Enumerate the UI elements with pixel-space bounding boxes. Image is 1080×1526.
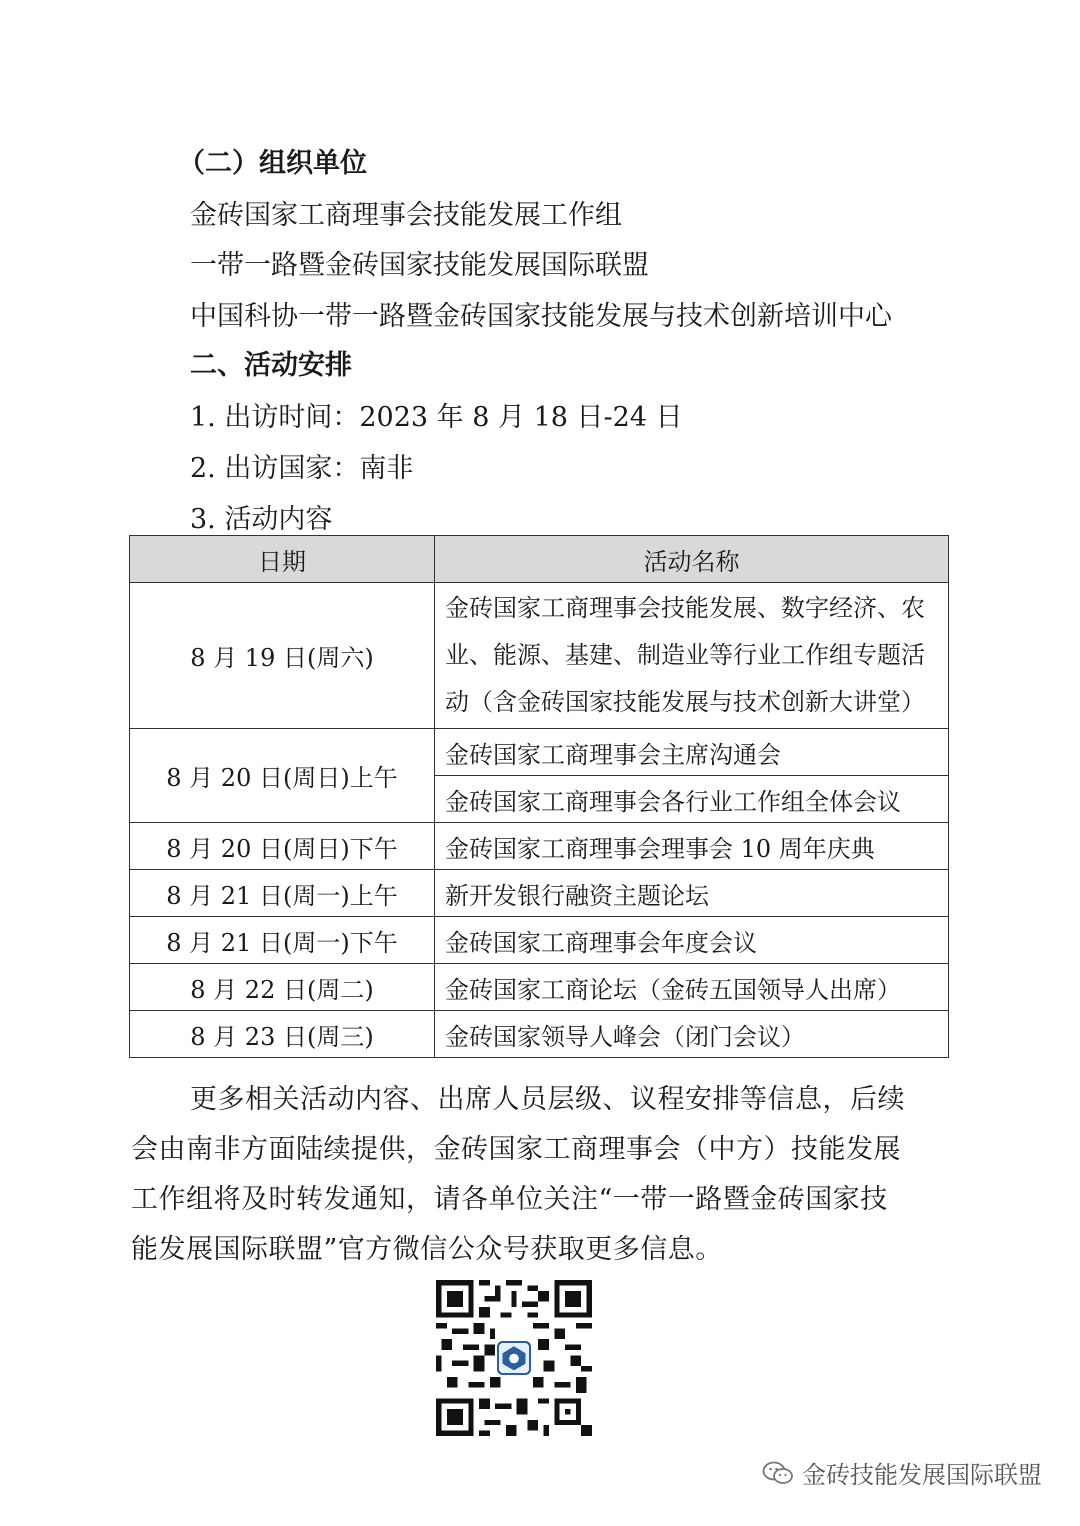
paragraph-line-3: 工作组将及时转发通知，请各单位关注“一带一路暨金砖国家技 [131,1184,888,1215]
table-row [130,729,949,776]
table-header-row [130,536,949,583]
row-activity: 金砖国家工商理事会年度会议 [435,917,949,964]
row-activity: 金砖国家工商论坛（金砖五国领导人出席） [435,964,949,1011]
watermark-text: 金砖技能发展国际联盟 [802,1461,1042,1489]
row-date: 8 月 20 日(周日)上午 [130,729,435,823]
table-row [130,964,949,1011]
row-activity: 金砖国家领导人峰会（闭门会议） [435,1011,949,1058]
logo-icon [498,1342,530,1374]
table-row [130,823,949,870]
table-row [130,917,949,964]
row-activity: 金砖国家工商理事会技能发展、数字经济、农业、能源、基建、制造业等行业工作组专题活动（含金砖国家技能发展与技术创新大讲堂） [435,583,949,729]
table-row [130,1011,949,1058]
activity-item-content: 3. 活动内容 [190,504,333,535]
section-heading-org: （二）组织单位 [178,148,367,179]
row-date: 8 月 21 日(周一)上午 [130,870,435,917]
row-date: 8 月 19 日(周六) [130,583,435,729]
row-activity: 金砖国家工商理事会各行业工作组全体会议 [435,776,949,823]
paragraph-line-1: 更多相关活动内容、出席人员层级、议程安排等信息，后续 [190,1084,905,1115]
org-line-2: 一带一路暨金砖国家技能发展国际联盟 [190,250,649,281]
paragraph-line-4: 能发展国际联盟”官方微信公众号获取更多信息。 [131,1234,723,1265]
section-heading-activity: 二、活动安排 [190,350,352,381]
watermark [762,1455,1042,1490]
activity-table [129,535,949,1058]
wechat-icon [762,1460,794,1486]
row-activity: 新开发银行融资主题论坛 [435,870,949,917]
org-line-1: 金砖国家工商理事会技能发展工作组 [190,200,622,231]
table-row [130,870,949,917]
header-activity-name: 活动名称 [435,536,949,583]
row-date: 8 月 21 日(周一)下午 [130,917,435,964]
row-activity: 金砖国家工商理事会理事会 10 周年庆典 [435,823,949,870]
activity-item-time: 1. 出访时间：2023 年 8 月 18 日-24 日 [190,402,683,433]
qr-code [436,1280,592,1436]
row-date: 8 月 20 日(周日)下午 [130,823,435,870]
header-date: 日期 [130,536,435,583]
row-date: 8 月 23 日(周三) [130,1011,435,1058]
row-date: 8 月 22 日(周二) [130,964,435,1011]
paragraph-line-2: 会由南非方面陆续提供，金砖国家工商理事会（中方）技能发展 [131,1134,901,1165]
table-row [130,583,949,729]
activity-item-country: 2. 出访国家：南非 [190,453,414,484]
row-activity: 金砖国家工商理事会主席沟通会 [435,729,949,776]
org-line-3: 中国科协一带一路暨金砖国家技能发展与技术创新培训中心 [190,301,892,332]
